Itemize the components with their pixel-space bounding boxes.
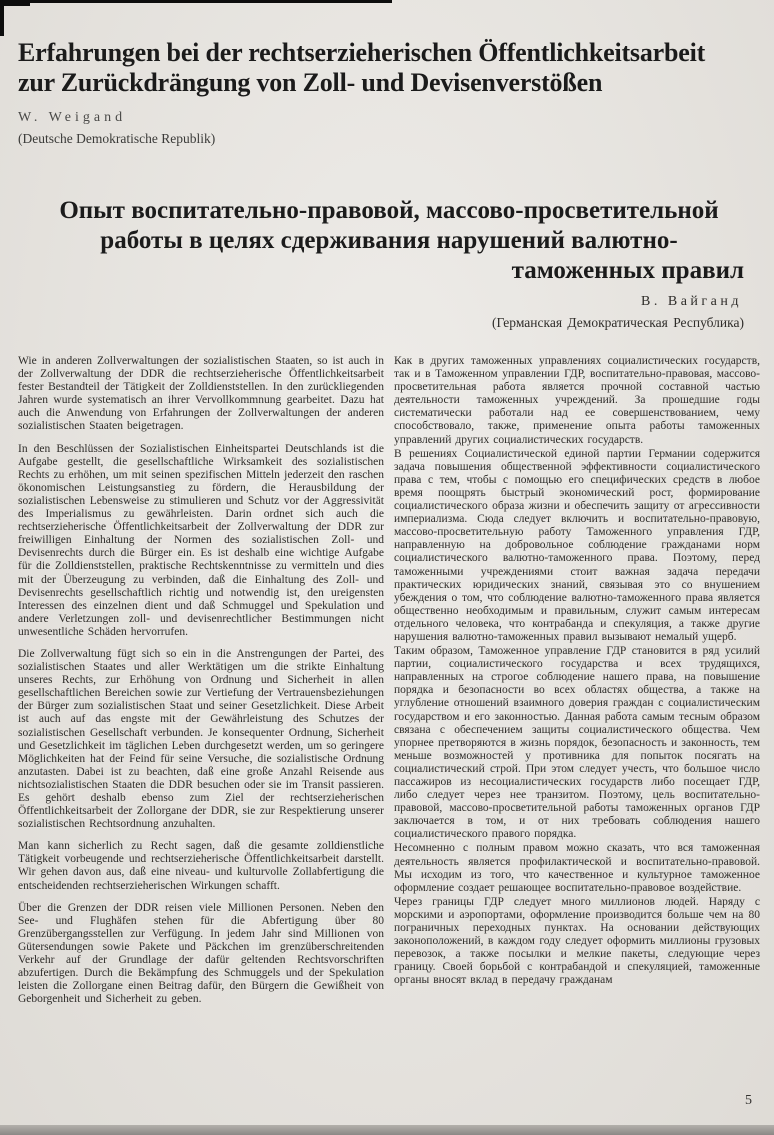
paragraph: Несомненно с полным правом можно сказать, что вся таможенная деятельность является профилактической и воспитательно-правовой. Мы исходим из того, что качественное и культурное таможенное оформление создает решающее воспитательно-правовое воздействие. <box>394 842 760 894</box>
russian-title-line-3: таможенных правил <box>511 257 744 284</box>
russian-title-line-1: Опыт воспитательно-правовой, массово-просветительной <box>59 197 719 224</box>
russian-article-title <box>18 196 760 286</box>
page-number: 5 <box>745 1093 752 1108</box>
paragraph: В решениях Социалистической единой партии Германии содержится задача повышения общественной эффективности социалистического права с тем, чтобы с помощью его специфических средств в любое время поощрять быстрый экономический рост, формирование социалистического образа жизни и обеспечить защиту от агрессивности империализма. Сюда следует включить и воспитательно-правовую, массово-просветительную работу Таможенного управления ГДР, направленную на добровольное соблюдение гражданами норм социалистического валютно-таможенного права. Поэтому, перед таможенными учреждениями стоит важная задача передачи практических юридических знаний, связывая это со внушением убеждения о том, что соблюдение валютно-таможенного права является общественно необходимым и правильным, служит самым интересам отдельного человека, что контрабанда и спекуляция, а также другие нарушения валютно-таможенных правил вызывают немалый ущерб. <box>394 447 760 643</box>
german-author: W. Weigand <box>18 110 127 125</box>
scan-artifact-bottom-band <box>0 1125 774 1135</box>
paragraph: Man kann sicherlich zu Recht sagen, daß die gesamte zolldienstliche Tätigkeit vorbeugende und rechtserzieherische Öffentlichkeitsarbeit darstellt. Wir gehen davon aus, daß eine niveau- und kulturvolle Zollabfertigung die entscheidenden rechtserzieherischen Wirkungen schafft. <box>18 840 384 892</box>
paragraph: Wie in anderen Zollverwaltungen der sozialistischen Staaten, so ist auch in der Zollverwaltung der DDR die rechtserzieherische Öffentlichkeitsarbeit fester Bestandteil der Tätigkeit der Zolldienststellen. In den zurückliegenden Jahren wurde systematisch an ihrer Vervollkommnung gearbeitet. Dazu hat auch die Anwendung von Erfahrungen der Zollverwaltungen der anderen sozialistischen Staaten beigetragen. <box>18 355 384 433</box>
paragraph: Как в других таможенных управлениях социалистических государств, так и в Таможенном управлении ГДР, воспитательно-правовая, массово-просветительная работа является прочной составной частью деятельности таможенных учреждений. За прошедшие годы систематически работали над ее совершенствованием, чему способствовало, также, применение опыта работы таможенных управлений других социалистических государств. <box>394 355 760 446</box>
paragraph: In den Beschlüssen der Sozialistischen Einheitspartei Deutschlands ist die Aufgabe gestellt, die gesellschaftliche Wirksamkeit des sozialistischen Rechts zu erhöhen, um mit seinen spezifischen Mitteln jederzeit den raschen ökonomischen Leistungsanstieg zu fördern, die Herausbildung der sozialistischen Lebensweise zu stimulieren und Schutz vor der Aggressivität des Imperialismus zu gewährleisten. Darin ordnet sich auch die rechtserzieherische Öffentlichkeitsarbeit der Zollverwaltung der DDR zur freiwilligen Einhaltung der Normen des sozialistischen Zoll- und Devisenrechts durch die Bürger ein. Es ist deshalb eine wichtige Aufgabe für die Zolldienststellen, praktische Rechtskenntnisse zu vermitteln und dies mit der Überzeugung zu verbinden, daß die Einhaltung des Zoll- und Devisenrechts gesellschaftlich richtig und notwendig ist, den ureigensten Interessen des einzelnen dient und daß Schmuggel und Spekulation und andere Verletzungen zoll- und devisenrechtlicher Bestimmungen nicht unwesentliche Schäden hervorrufen. <box>18 442 384 638</box>
paragraph: Таким образом, Таможенное управление ГДР становится в ряд усилий партии, социалистического государства и всех трудящихся, направленных на строгое соблюдение нашего права, на повышение порядка и безопасности во всех областях общества, а также на углубление отношений взаимного доверия граждан с социалистическим государством и его законностью. Данная работа самым тесным образом связана с обеспечением защиты социалистического общества. Чем упорнее претворяются в жизнь порядок, безопасность и законность, тем меньше возможностей у противника для попыток посягать на социалистический строй. При этом следует учесть, что большое число пассажиров из несоциалистических государств либо посещает ГДР, либо следует через нее транзитом. Поэтому, цель воспитательно-правовой, массово-просветительной работы таможенных органов ГДР заключается в том, и от них требовать соблюдения нашего социалистического правого порядка. <box>394 645 760 841</box>
russian-title-line-2: работы в целях сдерживания нарушений валютно- <box>100 227 678 254</box>
paragraph: Die Zollverwaltung fügt sich so ein in die Anstrengungen der Partei, des sozialistischen Staates und aller Werktätigen um die strikte Einhaltung unseres Rechts, zur Erhöhung von Ordnung und Sicherheit in allen gesellschaftlichen Bereichen sowie zur Vertiefung der Vertrauensbeziehungen der Bürger zum sozialistischen Staat und seiner Gesetzlichkeit. Diese Arbeit ist auch auf das engste mit der Gewährleistung des Schutzes der sozialistischen Gesellschaft verbunden. Je konsequenter Ordnung, Sicherheit und Gesetzlichkeit im täglichen Leben durchgesetzt werden, um so geringere Möglichkeiten hat der Feind für seine Versuche, die sozialistische Ordnung anzutasten. Dabei ist zu beachten, daß eine große Anzahl Reisende aus nichtsozialistischen Staaten die DDR besuchen oder sie im Transit passieren. Es gehört deshalb ebenso zum Ziel der rechtserzieherischen Öffentlichkeitsarbeit der Zollorgane der DDR, sie zur Respektierung unserer sozialistischen Rechtsordnung anzuhalten. <box>18 647 384 831</box>
german-text-column <box>18 355 384 1015</box>
paragraph: Через границы ГДР следует много миллионов людей. Наряду с морскими и аэропортами, оформление производится больше чем на 80 пограничных переходных пунктах. На основании действующих законоположений, в каждом году следует оформить миллионы грузовых перевозок, а также посылки и мелкие пакеты, следующие через границу. Своей борьбой с контрабандой и спекуляцией, таможенные органы вносят вклад в передачу гражданам <box>394 895 760 987</box>
german-article-title <box>18 0 760 98</box>
german-title-line-1: Erfahrungen bei der rechtserzieherischen Öffentlichkeitsarbeit <box>18 38 706 67</box>
two-column-body <box>18 355 760 1015</box>
russian-text-column <box>394 355 760 1015</box>
paragraph: Über die Grenzen der DDR reisen viele Millionen Personen. Neben den See- und Flughäfen stehen für die Abfertigung über 80 Grenzübergangsstellen zur Verfügung. In jedem Jahr sind Millionen von Gütersendungen sowie Pakete und Päckchen im grenzüberschreitenden Verkehr auf der Grundlage der dafür geltenden Rechtsvorschriften abzufertigen. Durch die Bekämpfung des Schmuggels und der Spekulation leisten die Zollorgane einen Beitrag dafür, den Bürgern die Gewißheit von Geborgenheit und Sicherheit zu geben. <box>18 901 384 1006</box>
russian-author: В. Вайганд <box>641 294 742 309</box>
german-title-line-2: zur Zurückdrängung von Zoll- und Devisenverstößen <box>18 68 603 97</box>
german-affiliation: (Deutsche Demokratische Republik) <box>18 131 216 146</box>
russian-affiliation: (Германская Демократическая Республика) <box>492 315 744 330</box>
